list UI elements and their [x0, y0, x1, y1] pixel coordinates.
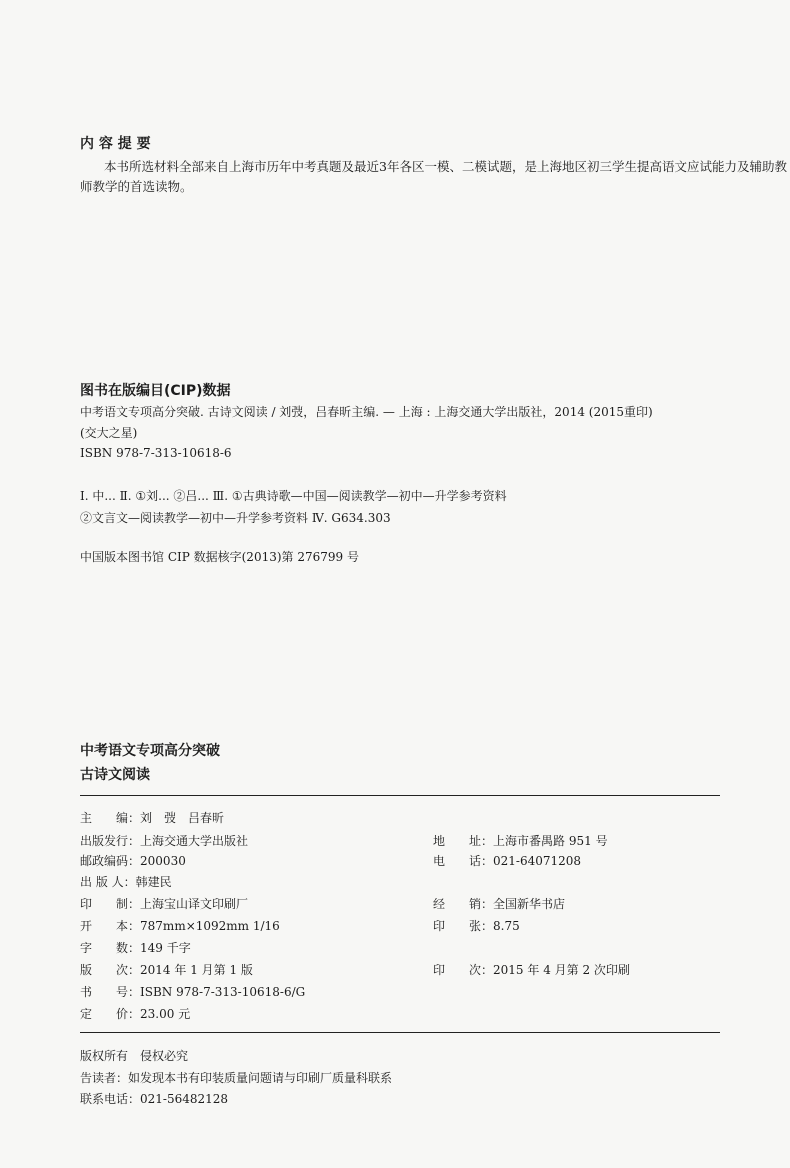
bottom-rule [80, 1032, 720, 1033]
colophon-sheets: 印 张：8.75 [433, 919, 520, 933]
colophon-postcode: 邮政编码：200030 [80, 854, 186, 868]
colophon-printer: 印 制：上海宝山译文印刷厂 [80, 897, 249, 911]
cip-line-1: 中考语文专项高分突破. 古诗文阅读 / 刘弢，吕春昕主编. — 上海 : 上海交通大学出版社，2014 (2015重印) [80, 405, 653, 419]
colophon-words: 字 数：149 千字 [80, 941, 191, 955]
cip-record: 中国版本图书馆 CIP 数据核字(2013)第 276799 号 [80, 550, 359, 564]
colophon-book-number: 书 号：ISBN 978-7-313-10618-6/G [80, 985, 306, 999]
rights-statement: 版权所有 侵权必究 [80, 1049, 189, 1063]
colophon-issuer: 出 版 人：韩建民 [80, 875, 172, 889]
book-title-1: 中考语文专项高分突破 [80, 743, 220, 759]
book-title-2: 古诗文阅读 [80, 767, 150, 783]
cip-title: 图书在版编目(CIP)数据 [80, 383, 231, 399]
colophon-phone: 电 话：021-64071208 [433, 854, 582, 868]
top-rule [80, 795, 720, 796]
colophon-format: 开 本：787mm×1092mm 1/16 [80, 919, 280, 933]
colophon-edition: 版 次：2014 年 1 月第 1 版 [80, 963, 253, 977]
colophon-price: 定 价：23.00 元 [80, 1007, 191, 1021]
cip-line-2: (交大之星) [80, 426, 138, 440]
summary-line-2: 师教学的首选读物。 [80, 179, 193, 194]
summary-title: 内 容 提 要 [80, 136, 151, 152]
reader-notice: 告读者：如发现本书有印装质量问题请与印刷厂质量科联系 [80, 1071, 393, 1085]
colophon-printing: 印 次：2015 年 4 月第 2 次印刷 [433, 963, 630, 977]
cip-class-2: ②文言文—阅读教学—初中—升学参考资料 Ⅳ. G634.303 [80, 511, 391, 525]
contact-phone: 联系电话：021-56482128 [80, 1092, 229, 1106]
colophon-editor: 主 编：刘 弢 吕春昕 [80, 811, 225, 825]
cip-class-1: Ⅰ. 中... Ⅱ. ①刘... ②吕... Ⅲ. ①古典诗歌—中国—阅读教学—初中—升学参考资料 [80, 489, 507, 503]
summary-line-1: 本书所选材料全部来自上海市历年中考真题及最近3年各区一模、二模试题，是上海地区初三学生提高语文应试能力及辅助教 [104, 159, 787, 174]
colophon-address: 地 址：上海市番禺路 951 号 [433, 834, 608, 848]
colophon-publisher: 出版发行：上海交通大学出版社 [80, 834, 249, 848]
colophon-distributor: 经 销：全国新华书店 [433, 897, 566, 911]
cip-isbn: ISBN 978-7-313-10618-6 [80, 446, 232, 460]
